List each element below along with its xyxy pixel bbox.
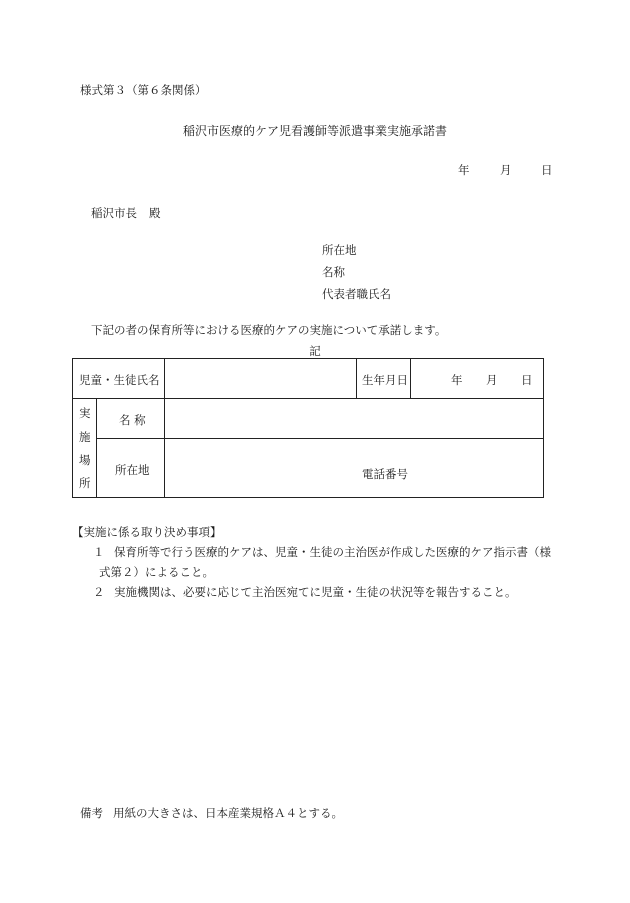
remarks-text: 用紙の大きさは、日本産業規格Ａ４とする。 — [113, 806, 343, 820]
site-location-label: 所在地 — [115, 463, 150, 477]
note-number: ２ — [93, 585, 105, 599]
site-label-char: 所 — [79, 476, 91, 490]
date-month-label: 月 — [500, 163, 512, 177]
sender-representative-label: 代表者職氏名 — [322, 287, 391, 301]
note-number: １ — [93, 545, 105, 559]
birth-day-label: 日 — [521, 373, 533, 387]
notes-heading: 【実施に係る取り決め事項】 — [72, 525, 222, 539]
birth-month-label: 月 — [486, 373, 498, 387]
record-mark: 記 — [309, 344, 321, 358]
note-text: 式第２）によること。 — [99, 565, 214, 579]
child-name-label: 児童・生徒氏名 — [79, 373, 160, 387]
sender-location-label: 所在地 — [322, 243, 357, 257]
addressee — [91, 205, 161, 221]
column-divider — [356, 359, 357, 398]
consent-statement: 下記の者の保育所等における医療的ケアの実施について承諾します。 — [91, 323, 447, 337]
sender-name-label: 名称 — [322, 265, 345, 279]
date-year-label: 年 — [458, 163, 470, 177]
child-name-field[interactable] — [165, 360, 355, 397]
info-table — [72, 358, 544, 498]
site-label-char: 実 — [79, 406, 91, 420]
form-number: 様式第３（第６条関係） — [80, 83, 207, 97]
column-divider — [410, 359, 411, 398]
note-text: 実施機関は、必要に応じて主治医宛てに児童・生徒の状況等を報告すること。 — [114, 585, 517, 599]
site-name-field[interactable] — [165, 399, 542, 437]
site-label-char: 場 — [79, 453, 91, 467]
site-name-label: 名 称 — [119, 413, 146, 427]
addressee-name: 稲沢市長 — [91, 206, 137, 220]
note-text: 保育所等で行う医療的ケアは、児童・生徒の主治医が作成した医療的ケア指示書（様 — [114, 545, 551, 559]
remarks-label: 備考 — [80, 806, 103, 820]
remarks — [80, 805, 343, 821]
document-title: 稲沢市医療的ケア児看護師等派遣事業実施承諾書 — [182, 124, 447, 138]
column-divider — [96, 398, 97, 497]
addressee-honorific: 殿 — [149, 206, 161, 220]
phone-label: 電話番号 — [362, 467, 408, 481]
date-day-label: 日 — [541, 163, 553, 177]
site-label-char: 施 — [79, 430, 91, 444]
site-location-field[interactable] — [165, 439, 542, 496]
birth-date-label: 生年月日 — [362, 373, 408, 387]
birth-year-label: 年 — [451, 373, 463, 387]
